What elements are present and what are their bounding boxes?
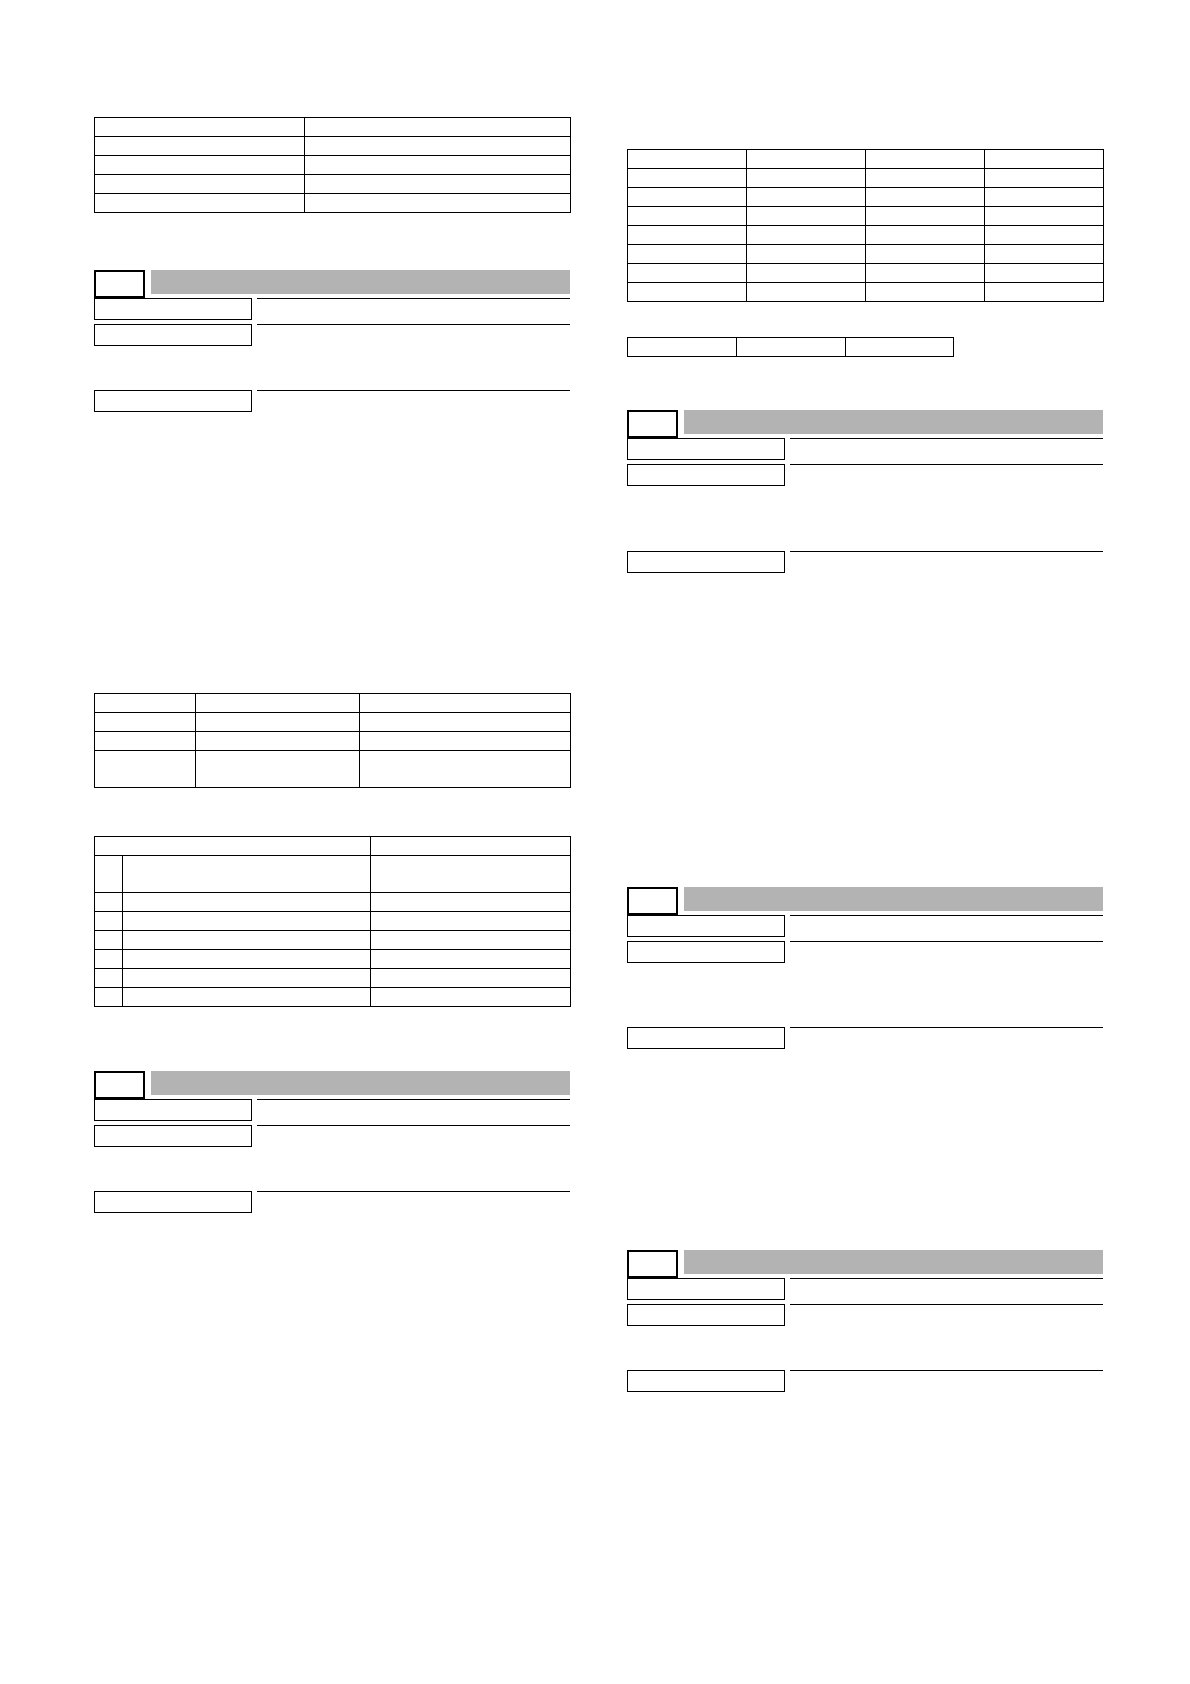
table-cell xyxy=(628,283,747,302)
table-cell xyxy=(95,137,305,156)
table-row xyxy=(95,194,571,213)
table-cell xyxy=(628,207,747,226)
field-rule xyxy=(790,941,1103,942)
table-cell xyxy=(196,694,360,713)
table-cell xyxy=(985,169,1104,188)
table-cell xyxy=(747,264,866,283)
table-cell xyxy=(371,950,571,969)
field-label-box xyxy=(627,915,785,937)
table-cell xyxy=(985,245,1104,264)
right-spec-table-1 xyxy=(627,149,1104,302)
field-rule xyxy=(790,1027,1103,1028)
field-label-box xyxy=(627,438,785,460)
left-spec-table-2 xyxy=(94,693,571,788)
table-cell xyxy=(628,264,747,283)
section-number-box xyxy=(94,1071,145,1099)
table-row xyxy=(95,950,571,969)
section-title-bar xyxy=(684,1250,1103,1274)
table-cell xyxy=(123,893,371,912)
section-number-box xyxy=(627,887,678,915)
field-rule xyxy=(790,551,1103,552)
table-cell xyxy=(985,264,1104,283)
table-cell xyxy=(866,283,985,302)
table-cell xyxy=(305,137,571,156)
table-row xyxy=(628,188,1104,207)
table-cell xyxy=(305,118,571,137)
table-cell xyxy=(95,694,196,713)
field-rule xyxy=(790,915,1103,916)
table-row xyxy=(95,137,571,156)
table-cell xyxy=(123,950,371,969)
table-cell xyxy=(747,283,866,302)
table-row xyxy=(628,169,1104,188)
table-cell xyxy=(747,245,866,264)
table-cell xyxy=(95,194,305,213)
section-title-bar xyxy=(684,887,1103,911)
table-row xyxy=(95,156,571,175)
table-row xyxy=(95,893,571,912)
field-label-box xyxy=(627,1370,785,1392)
table-cell xyxy=(985,188,1104,207)
table-cell xyxy=(305,194,571,213)
field-label-box xyxy=(94,1191,252,1213)
table-header-cell xyxy=(371,837,571,856)
table-cell xyxy=(371,912,571,931)
section-title-bar xyxy=(151,270,570,294)
table-row xyxy=(628,245,1104,264)
left-spec-table-1 xyxy=(94,117,571,213)
table-cell xyxy=(360,713,571,732)
table-cell xyxy=(846,338,954,357)
table-cell xyxy=(95,856,123,893)
table-cell xyxy=(305,175,571,194)
table-cell xyxy=(123,931,371,950)
table-cell xyxy=(747,188,866,207)
table-row xyxy=(95,175,571,194)
field-rule xyxy=(257,1099,570,1100)
table-header-cell xyxy=(95,837,371,856)
table-row xyxy=(95,751,571,788)
table-cell xyxy=(95,988,123,1007)
table-cell xyxy=(628,226,747,245)
table-cell xyxy=(95,893,123,912)
table-cell xyxy=(985,226,1104,245)
table-row xyxy=(628,150,1104,169)
table-cell xyxy=(95,156,305,175)
table-cell xyxy=(95,912,123,931)
table-cell xyxy=(866,245,985,264)
right-spec-table-2 xyxy=(627,337,954,357)
table-cell xyxy=(747,207,866,226)
table-cell xyxy=(747,150,866,169)
table-row xyxy=(95,856,571,893)
table-row xyxy=(95,912,571,931)
table-cell xyxy=(196,713,360,732)
section-title-bar xyxy=(684,410,1103,434)
table-cell xyxy=(866,150,985,169)
table-cell xyxy=(95,950,123,969)
table-cell xyxy=(628,169,747,188)
table-row xyxy=(628,264,1104,283)
table-cell xyxy=(123,969,371,988)
field-rule xyxy=(257,298,570,299)
field-label-box xyxy=(627,551,785,573)
table-cell xyxy=(196,751,360,788)
table-cell xyxy=(866,169,985,188)
table-cell xyxy=(371,856,571,893)
table-cell xyxy=(360,694,571,713)
table-cell xyxy=(123,856,371,893)
table-cell xyxy=(985,207,1104,226)
field-rule xyxy=(257,324,570,325)
table-row xyxy=(628,283,1104,302)
table-cell xyxy=(371,893,571,912)
table-cell xyxy=(360,732,571,751)
table-cell xyxy=(737,338,846,357)
section-number-box xyxy=(627,1250,678,1278)
table-cell xyxy=(95,931,123,950)
table-row xyxy=(95,713,571,732)
field-rule xyxy=(257,390,570,391)
table-cell xyxy=(95,175,305,194)
field-label-box xyxy=(94,390,252,412)
field-label-box xyxy=(627,464,785,486)
table-cell xyxy=(196,732,360,751)
table-cell xyxy=(866,264,985,283)
table-cell xyxy=(95,969,123,988)
table-cell xyxy=(866,207,985,226)
field-label-box xyxy=(627,1278,785,1300)
table-cell xyxy=(985,283,1104,302)
table-row xyxy=(628,207,1104,226)
field-rule xyxy=(790,1304,1103,1305)
table-cell xyxy=(305,156,571,175)
table-cell xyxy=(985,150,1104,169)
field-label-box xyxy=(627,1304,785,1326)
table-cell xyxy=(866,188,985,207)
table-row xyxy=(95,969,571,988)
field-label-box xyxy=(94,324,252,346)
table-cell xyxy=(747,226,866,245)
table-cell xyxy=(371,931,571,950)
table-header-row xyxy=(95,837,571,856)
field-rule xyxy=(257,1191,570,1192)
table-row xyxy=(95,118,571,137)
field-label-box xyxy=(94,1125,252,1147)
field-rule xyxy=(790,438,1103,439)
field-label-box xyxy=(94,298,252,320)
field-rule xyxy=(790,1370,1103,1371)
field-label-box xyxy=(94,1099,252,1121)
table-cell xyxy=(628,188,747,207)
table-cell xyxy=(95,118,305,137)
section-number-box xyxy=(627,410,678,438)
table-row xyxy=(628,226,1104,245)
table-cell xyxy=(95,713,196,732)
table-cell xyxy=(95,732,196,751)
field-rule xyxy=(790,1278,1103,1279)
section-title-bar xyxy=(151,1071,570,1095)
table-cell xyxy=(628,338,737,357)
table-cell xyxy=(371,988,571,1007)
table-cell xyxy=(866,226,985,245)
table-cell xyxy=(360,751,571,788)
field-label-box xyxy=(627,941,785,963)
table-row xyxy=(95,694,571,713)
left-spec-table-3 xyxy=(94,836,571,1007)
table-cell xyxy=(123,988,371,1007)
table-row xyxy=(628,338,954,357)
table-cell xyxy=(628,150,747,169)
section-number-box xyxy=(94,270,145,298)
field-label-box xyxy=(627,1027,785,1049)
field-rule xyxy=(790,464,1103,465)
field-rule xyxy=(257,1125,570,1126)
table-cell xyxy=(371,969,571,988)
table-row xyxy=(95,931,571,950)
table-cell xyxy=(95,751,196,788)
table-cell xyxy=(628,245,747,264)
table-row xyxy=(95,732,571,751)
table-cell xyxy=(747,169,866,188)
table-row xyxy=(95,988,571,1007)
table-cell xyxy=(123,912,371,931)
